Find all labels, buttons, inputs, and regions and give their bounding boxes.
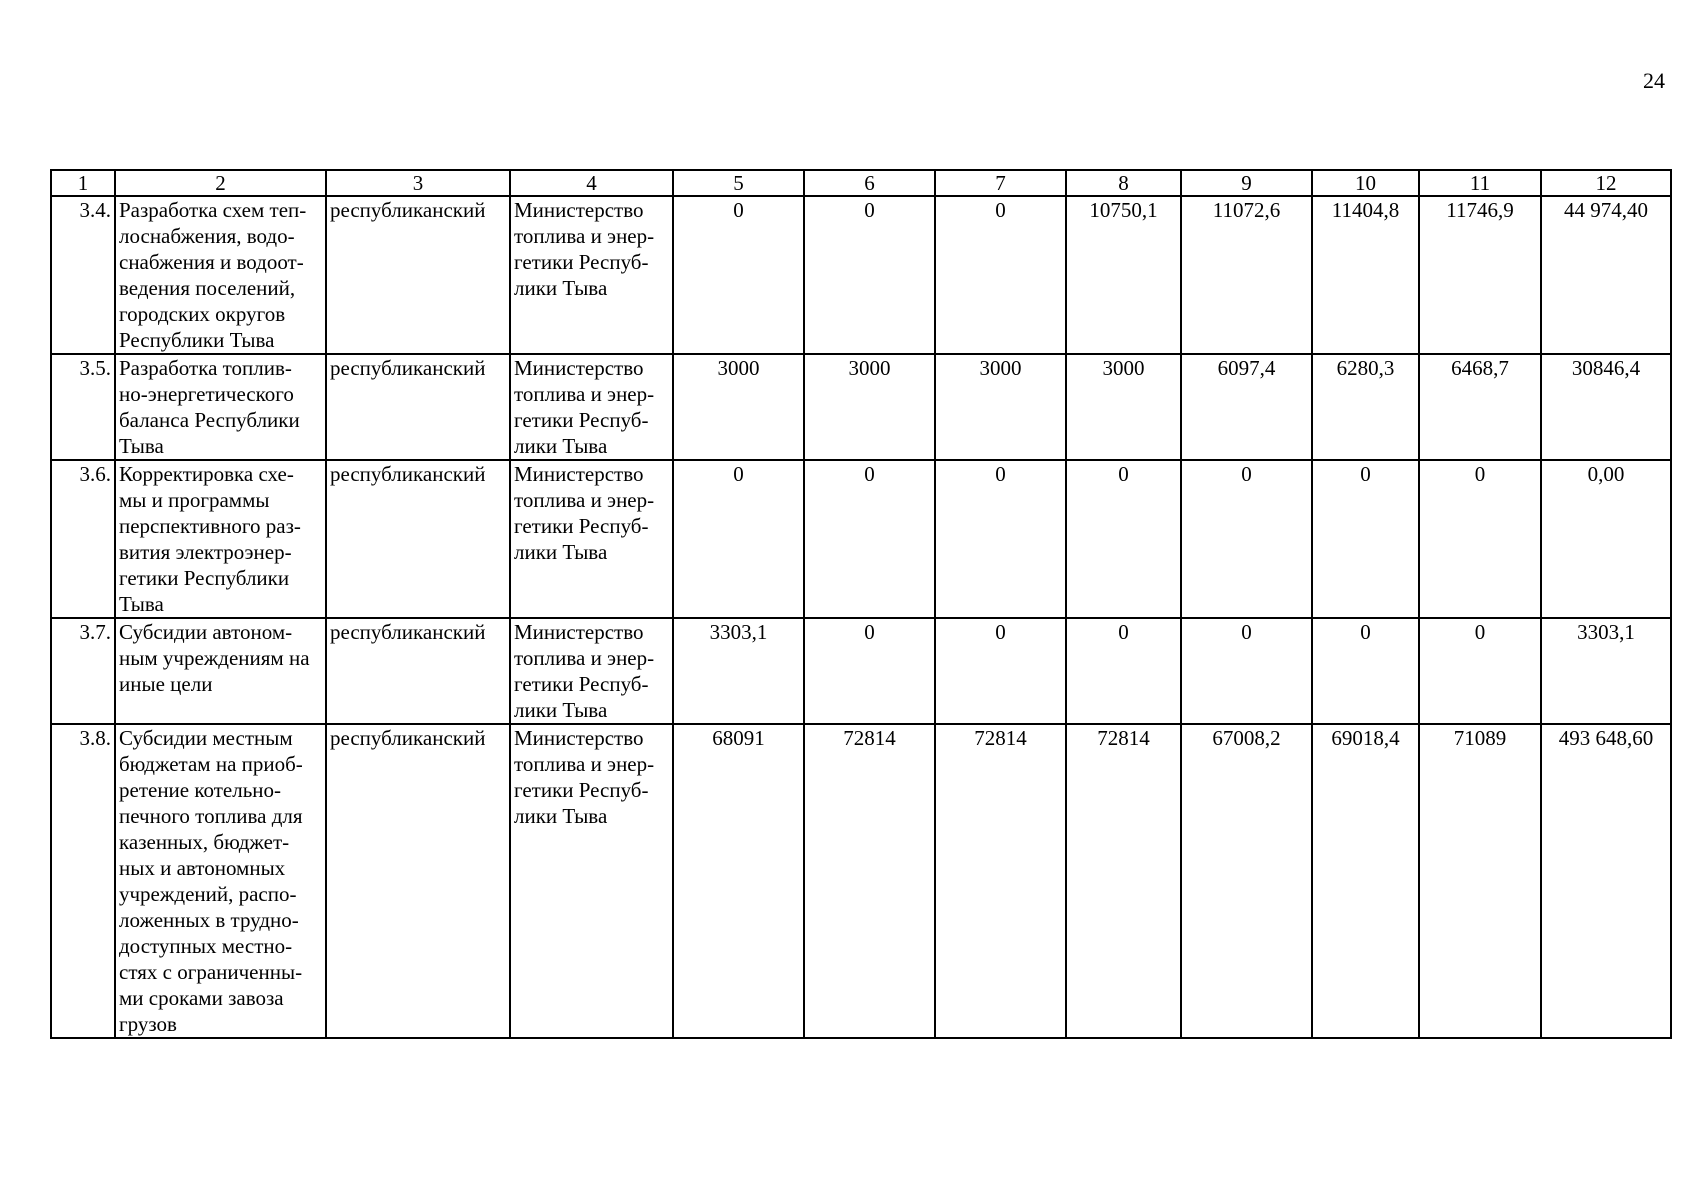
total-value-cell: 44 974,40 — [1541, 196, 1671, 354]
table-row — [51, 724, 1671, 1038]
year-value-cell: 0 — [804, 618, 935, 724]
activity-name-cell: Субсидии автоном- ным учреждениям на иные цели — [115, 618, 326, 724]
total-value-cell: 3303,1 — [1541, 618, 1671, 724]
year-value-cell: 6097,4 — [1181, 354, 1312, 460]
executor-cell: Министерство топлива и энер- гетики Респуб- лики Тыва — [510, 460, 673, 618]
year-value-cell: 6280,3 — [1312, 354, 1419, 460]
table-row — [51, 618, 1671, 724]
budget-level-cell: республиканский — [326, 724, 510, 1038]
year-value-cell: 72814 — [1066, 724, 1181, 1038]
column-number: 3 — [326, 170, 510, 196]
year-value-cell: 72814 — [804, 724, 935, 1038]
year-value-cell: 6468,7 — [1419, 354, 1541, 460]
year-value-cell: 0 — [935, 618, 1066, 724]
year-value-cell: 3000 — [804, 354, 935, 460]
activity-name-cell: Корректировка схе- мы и программы перспективного раз- вития электроэнер- гетики Республики Тыва — [115, 460, 326, 618]
year-value-cell: 3000 — [1066, 354, 1181, 460]
year-value-cell: 67008,2 — [1181, 724, 1312, 1038]
column-number: 2 — [115, 170, 326, 196]
activity-name-cell: Субсидии местным бюджетам на приоб- ретение котельно- печного топлива для казенных, бюджет- ных и автономных учреждений, распо- ложенных в трудно- доступных местно- стях с ограниченны- ми сроками завоза грузов — [115, 724, 326, 1038]
year-value-cell: 0 — [1419, 460, 1541, 618]
column-number: 8 — [1066, 170, 1181, 196]
year-value-cell: 0 — [673, 460, 804, 618]
column-number: 4 — [510, 170, 673, 196]
total-value-cell: 0,00 — [1541, 460, 1671, 618]
year-value-cell: 0 — [673, 196, 804, 354]
year-value-cell: 72814 — [935, 724, 1066, 1038]
year-value-cell: 0 — [1181, 618, 1312, 724]
row-number-cell: 3.8. — [51, 724, 115, 1038]
page-number: 24 — [1643, 68, 1665, 93]
year-value-cell: 0 — [1181, 460, 1312, 618]
year-value-cell: 11746,9 — [1419, 196, 1541, 354]
budget-level-cell: республиканский — [326, 460, 510, 618]
total-value-cell: 493 648,60 — [1541, 724, 1671, 1038]
column-number-row — [51, 170, 1671, 196]
column-number: 9 — [1181, 170, 1312, 196]
table-row — [51, 354, 1671, 460]
row-number-cell: 3.5. — [51, 354, 115, 460]
year-value-cell: 11404,8 — [1312, 196, 1419, 354]
year-value-cell: 10750,1 — [1066, 196, 1181, 354]
year-value-cell: 0 — [1312, 618, 1419, 724]
year-value-cell: 0 — [1066, 618, 1181, 724]
year-value-cell: 68091 — [673, 724, 804, 1038]
column-number: 1 — [51, 170, 115, 196]
program-activities-table — [50, 169, 1672, 1039]
year-value-cell: 0 — [804, 196, 935, 354]
column-number: 12 — [1541, 170, 1671, 196]
year-value-cell: 0 — [935, 196, 1066, 354]
table-row — [51, 196, 1671, 354]
year-value-cell: 3000 — [673, 354, 804, 460]
budget-level-cell: республиканский — [326, 354, 510, 460]
column-number: 6 — [804, 170, 935, 196]
column-number: 11 — [1419, 170, 1541, 196]
table-row — [51, 460, 1671, 618]
executor-cell: Министерство топлива и энер- гетики Респуб- лики Тыва — [510, 618, 673, 724]
year-value-cell: 0 — [1419, 618, 1541, 724]
year-value-cell: 0 — [1066, 460, 1181, 618]
row-number-cell: 3.4. — [51, 196, 115, 354]
year-value-cell: 0 — [804, 460, 935, 618]
column-number: 5 — [673, 170, 804, 196]
year-value-cell: 71089 — [1419, 724, 1541, 1038]
executor-cell: Министерство топлива и энер- гетики Респуб- лики Тыва — [510, 724, 673, 1038]
activity-name-cell: Разработка схем теп- лоснабжения, водо- снабжения и водоот- ведения поселений, городских округов Республики Тыва — [115, 196, 326, 354]
budget-level-cell: республиканский — [326, 196, 510, 354]
year-value-cell: 0 — [1312, 460, 1419, 618]
total-value-cell: 30846,4 — [1541, 354, 1671, 460]
row-number-cell: 3.6. — [51, 460, 115, 618]
year-value-cell: 69018,4 — [1312, 724, 1419, 1038]
row-number-cell: 3.7. — [51, 618, 115, 724]
column-number: 10 — [1312, 170, 1419, 196]
year-value-cell: 11072,6 — [1181, 196, 1312, 354]
year-value-cell: 3000 — [935, 354, 1066, 460]
executor-cell: Министерство топлива и энер- гетики Респуб- лики Тыва — [510, 354, 673, 460]
executor-cell: Министерство топлива и энер- гетики Респуб- лики Тыва — [510, 196, 673, 354]
year-value-cell: 0 — [935, 460, 1066, 618]
activity-name-cell: Разработка топлив- но-энергетического баланса Республики Тыва — [115, 354, 326, 460]
budget-level-cell: республиканский — [326, 618, 510, 724]
year-value-cell: 3303,1 — [673, 618, 804, 724]
column-number: 7 — [935, 170, 1066, 196]
